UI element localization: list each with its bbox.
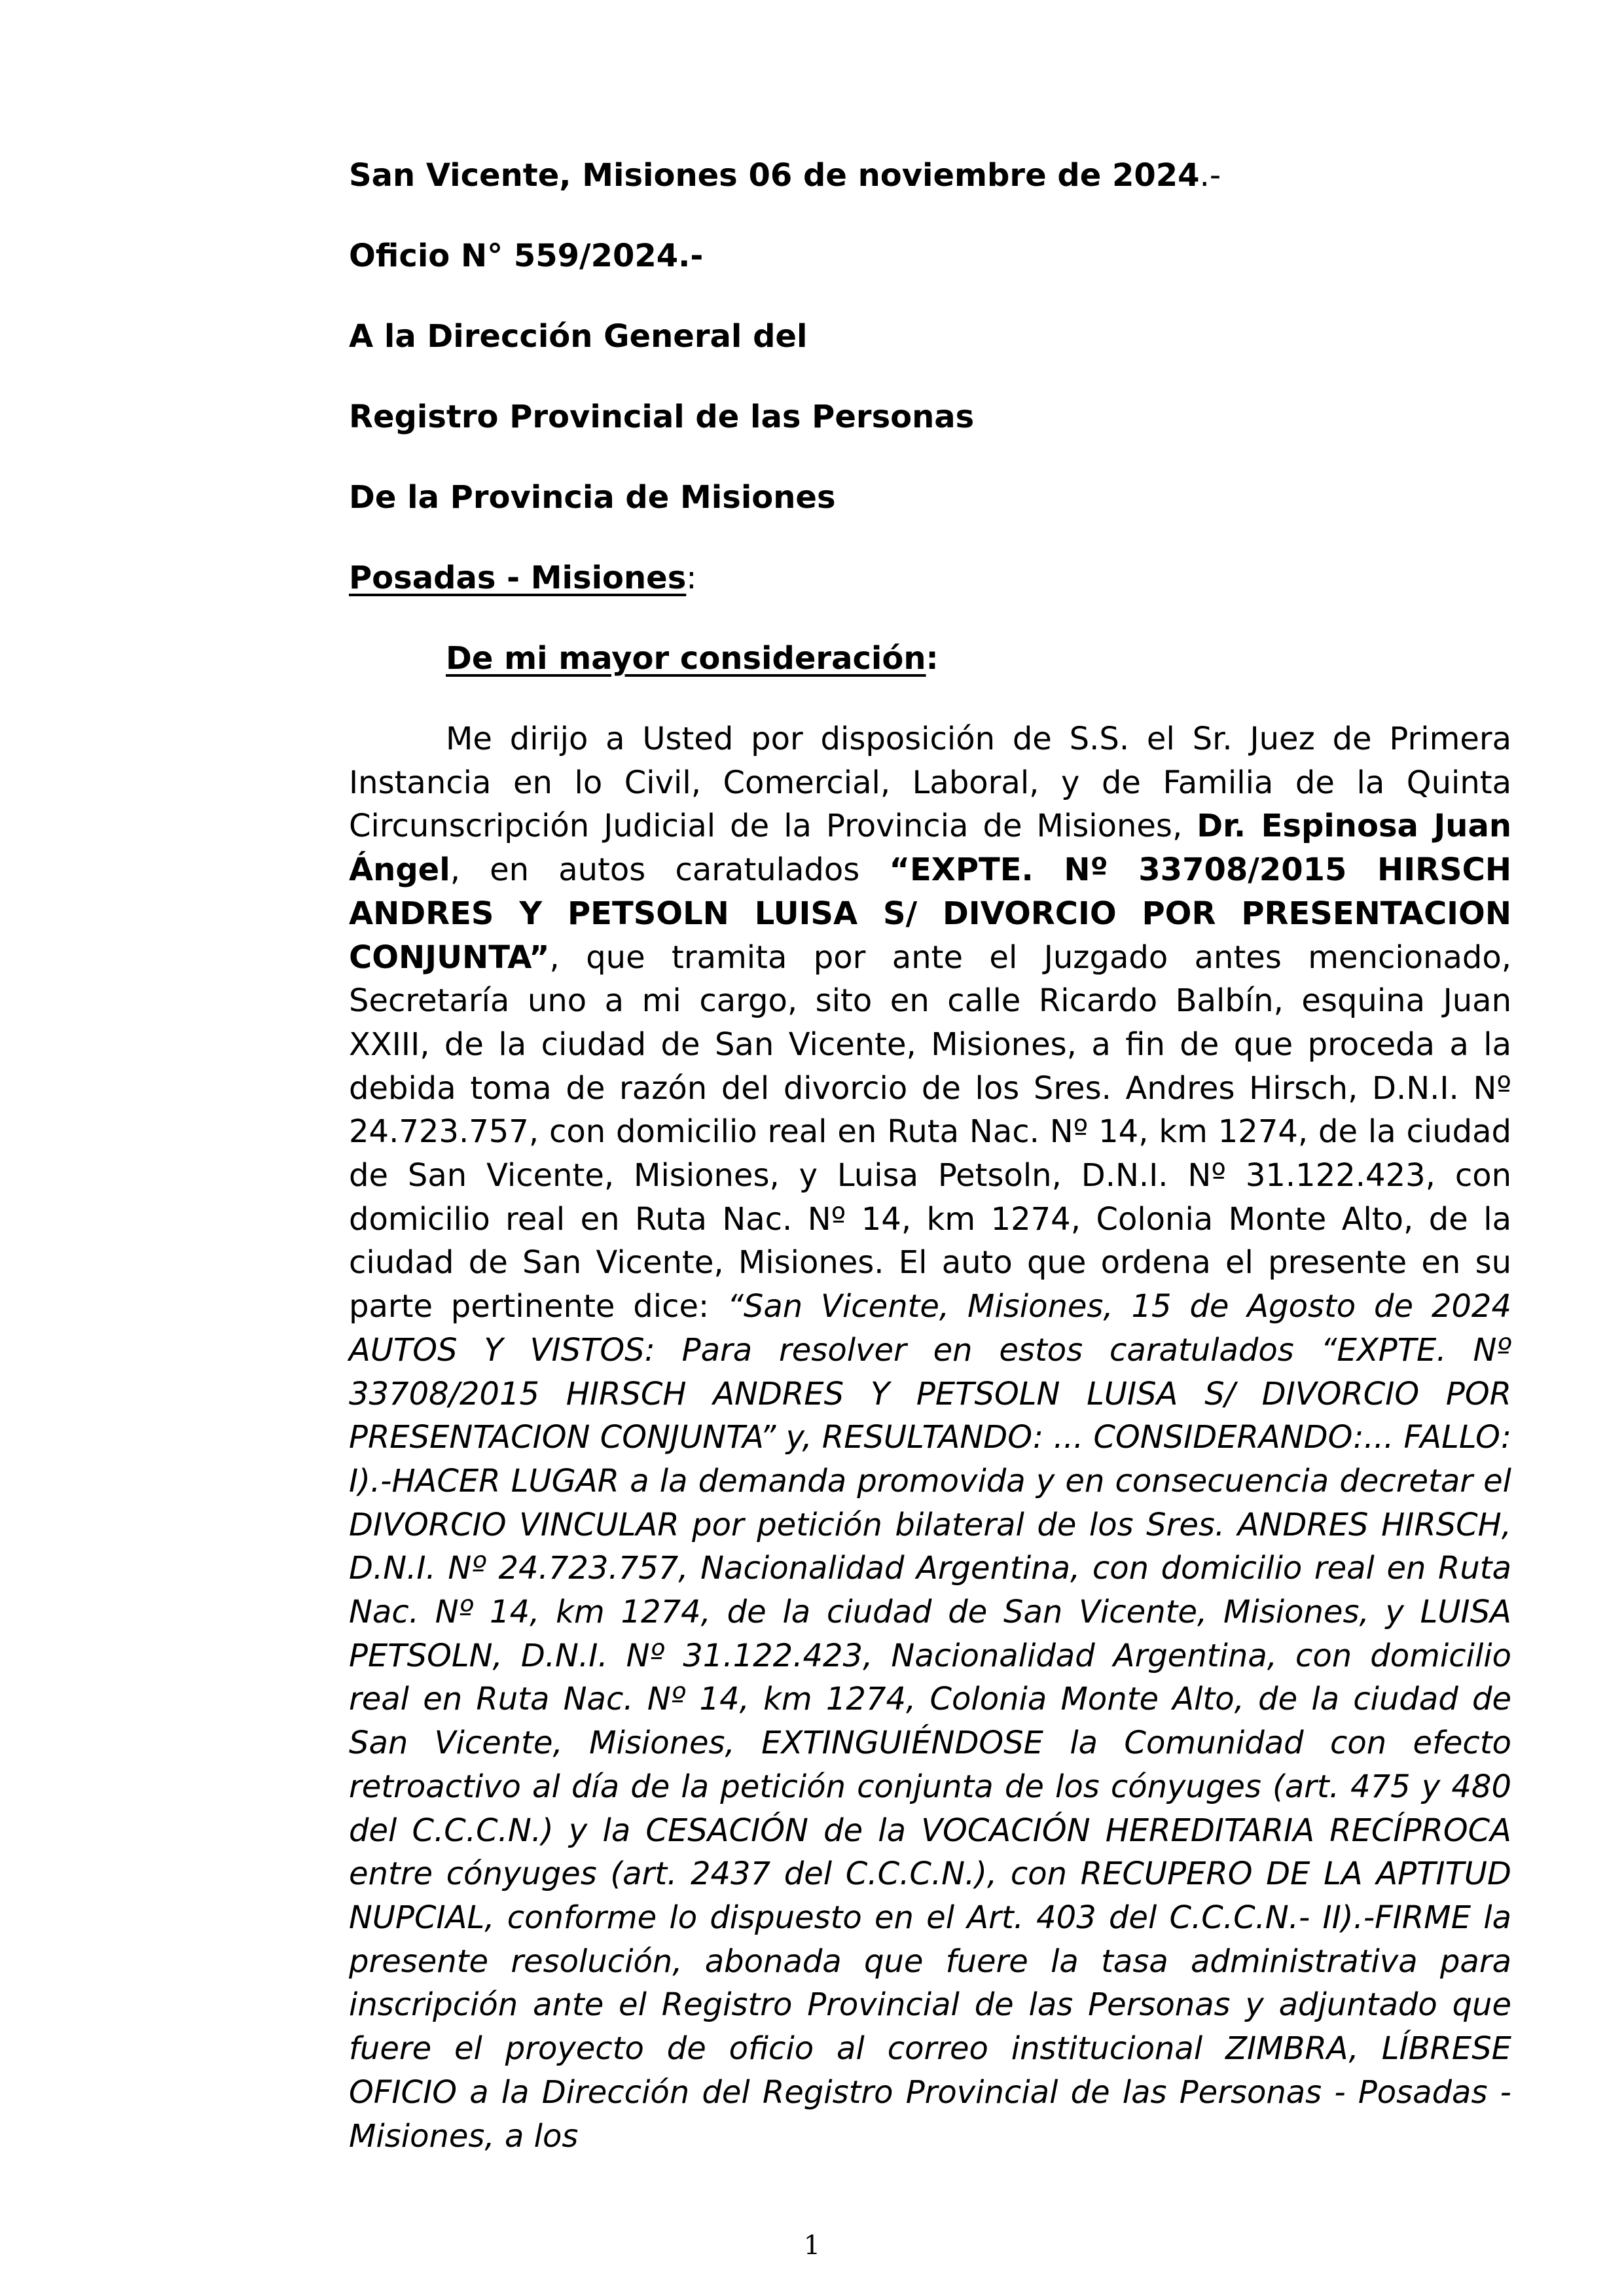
resolution-quote: “San Vicente, Misiones, 15 de Agosto de 2024 AUTOS Y VISTOS: Para resolver en estos caratulados “EXPTE. Nº 33708/2015 HIRSCH ANDRES Y PETSOLN LUISA S/ DIVORCIO POR PRESENTACION CONJUNTA” y, RESULTANDO: ... CONSIDERANDO:... FALLO: I).-HACER LUGAR a la demanda promovida y en consecuencia decretar el DIVORCIO VINCULAR por petición bilateral de los Sres. ANDRES HIRSCH, D.N.I. Nº 24.723.757, Nacionalidad Argentina, con domicilio real en Ruta Nac. Nº 14, km 1274, de la ciudad de San Vicente, Misiones, y LUISA PETSOLN, D.N.I. Nº 31.122.423, Nacionalidad Argentina, con domicilio real en Ruta Nac. Nº 14, km 1274, Colonia Monte Alto, de la ciudad de San Vicente, Misiones, EXTINGUIÉNDOSE la Comunidad con efecto retroactivo al día de la petición conjunta de los cónyuges (art. 475 y 480 del C.C.C.N.) y la CESACIÓN de la VOCACIÓN HEREDITARIA RECÍPROCA entre cónyuges (art. 2437 del C.C.C.N.), con RECUPERO DE LA APTITUD NUPCIAL, conforme lo dispuesto en el Art. 403 del C.C.C.N.- II).-FIRME la presente resolución, abonada que fuere la tasa administrativa para inscripción ante el Registro Provincial de las Personas y adjuntado que fuere el proyecto de oficio al correo institucional ZIMBRA, LÍBRESE OFICIO a la Dirección del Registro Provincial de las Personas - Posadas - Misiones, a los bbox=[349, 1288, 1511, 2155]
salutation: De mi mayor consideración bbox=[446, 640, 926, 677]
recipient-line-1: A la Dirección General del bbox=[349, 318, 808, 355]
place-date-suffix: .- bbox=[1199, 157, 1221, 194]
body-intro: Me dirijo a Usted por disposición de S.S. el Sr. Juez de Primera Instancia en lo Civil, Comercial, Laboral, y de Familia de la Quinta Circunscripción Judicial de la Provincia de Misiones, bbox=[349, 721, 1511, 845]
recipient-city: Posadas - Misiones bbox=[349, 560, 687, 596]
recipient-city-suffix: : bbox=[686, 560, 697, 596]
place-date-line bbox=[349, 157, 1221, 194]
judge-name: Dr. Espinosa Juan Ángel bbox=[349, 808, 1511, 889]
recipient-line-3: De la Provincia de Misiones bbox=[349, 479, 836, 516]
letter-body bbox=[349, 717, 1511, 2158]
body-autos: , en autos caratulados bbox=[450, 852, 890, 889]
recipient-line-2: Registro Provincial de las Personas bbox=[349, 399, 975, 435]
page-number: 1 bbox=[803, 2231, 821, 2261]
oficio-number: Oficio N° 559/2024.- bbox=[349, 238, 704, 274]
salutation-suffix: : bbox=[926, 640, 939, 677]
body-request: , que tramita por ante el Juzgado antes mencionado, Secretaría uno a mi cargo, sito en calle Ricardo Balbín, esquina Juan XXIII, de la ciudad de San Vicente, Misiones, a fin de que proceda a la debida toma de razón del divorcio de los Sres. Andres Hirsch, D.N.I. Nº 24.723.757, con domicilio real en Ruta Nac. Nº 14, km 1274, de la ciudad de San Vicente, Misiones, y Luisa Petsoln, D.N.I. Nº 31.122.423, con domicilio real en Ruta Nac. Nº 14, km 1274, Colonia Monte Alto, de la ciudad de San Vicente, Misiones. El auto que ordena el presente en su parte pertinente dice: bbox=[349, 939, 1511, 1325]
salutation-line bbox=[446, 640, 939, 677]
recipient-city-line bbox=[349, 560, 696, 596]
case-title: “EXPTE. Nº 33708/2015 HIRSCH ANDRES Y PETSOLN LUISA S/ DIVORCIO POR PRESENTACION CONJUNTA” bbox=[349, 852, 1511, 976]
place-date: San Vicente, Misiones 06 de noviembre de 2024 bbox=[349, 157, 1200, 194]
